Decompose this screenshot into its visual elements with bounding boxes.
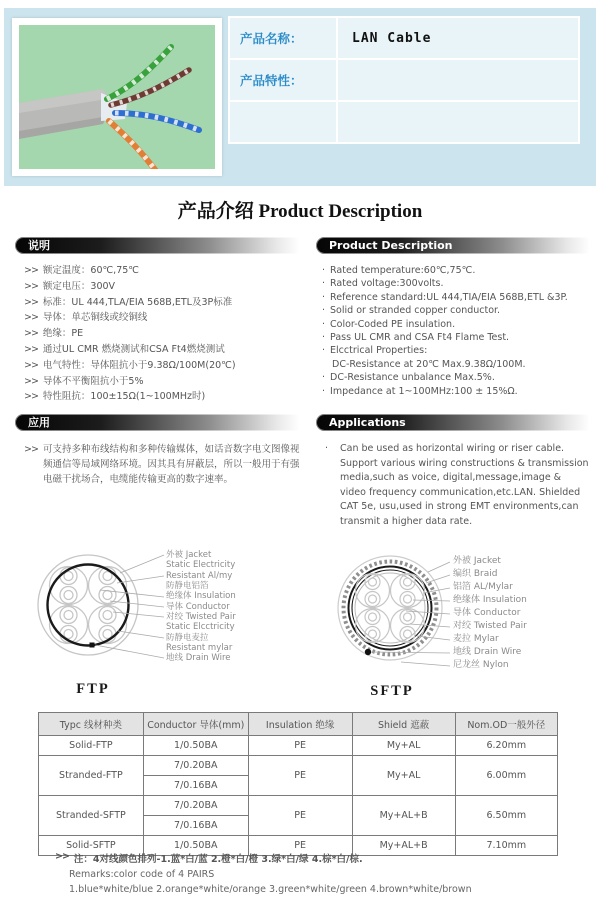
diagram-label: 导体 Conductor <box>166 601 230 612</box>
diagram-label: Static Elcctricity <box>166 622 235 633</box>
cell-shield: My+AL+B <box>352 836 455 856</box>
list-item <box>24 344 300 355</box>
bullet: · <box>322 265 326 276</box>
sftp-labels <box>453 555 593 672</box>
list-item <box>322 387 590 398</box>
list-item <box>24 391 300 402</box>
list-item-continuation <box>322 360 590 371</box>
arrow-prefix: >> <box>24 296 38 308</box>
cell-type: Stranded-FTP <box>39 756 144 796</box>
list-item-text: Solid or stranded copper conductor. <box>330 305 501 317</box>
cell-shield: My+AL+B <box>352 796 455 836</box>
list-item <box>322 279 590 290</box>
bullet: · <box>322 318 326 330</box>
diagram-label: 地线 Drain Wire <box>453 647 522 657</box>
page-title: 产品介绍 Product Description <box>177 201 423 222</box>
empty-label <box>229 101 337 143</box>
diagram-label: Resistant mylar <box>166 643 233 654</box>
cell-od: 6.50mm <box>455 796 557 836</box>
cell-conductor: 7/0.20BA <box>143 756 248 776</box>
arrow-prefix: >> <box>24 391 38 403</box>
diagram-label: 对绞 Twisted Pair <box>453 621 527 631</box>
product-photo <box>12 18 222 176</box>
ftp-caption: FTP <box>76 681 110 697</box>
arrow-prefix: >> <box>24 444 38 455</box>
remarks-line-cn <box>55 851 472 865</box>
diagram-label: 导体 Conductor <box>453 608 521 618</box>
product-info-table <box>228 16 580 144</box>
bullet: · <box>322 345 326 357</box>
remarks <box>55 851 472 895</box>
cell-od: 6.00mm <box>455 756 557 796</box>
diagram-label: Resistant Al/my <box>166 570 233 581</box>
list-item <box>322 333 590 344</box>
cable-photo-illustration <box>19 25 215 169</box>
list-item-text: Reference standard:UL 444,TIA/EIA 568B,ETL &3P. <box>330 291 568 303</box>
section-header-product-description: Product Description <box>316 237 590 254</box>
diagram-label: 对绞 Twisted Pair <box>166 612 236 623</box>
list-item <box>24 312 300 323</box>
list-item-text: DC-Resistance at 20℃ Max.9.38Ω/100M. <box>332 358 526 370</box>
section-product-description <box>316 237 590 400</box>
col-header-conductor: Conductor 导体(mm) <box>143 713 248 736</box>
bullet: · <box>325 443 329 454</box>
cell-conductor: 7/0.16BA <box>143 816 248 836</box>
list-item-text: Rated temperature:60℃,75℃. <box>330 265 476 276</box>
list-item <box>322 293 590 304</box>
list-item-text: Impedance at 1~100MHz:100 ± 15%Ω. <box>330 385 518 397</box>
list-item <box>322 346 590 357</box>
cross-section-diagrams <box>0 545 600 710</box>
ftp-labels <box>166 550 301 664</box>
product-name-value: LAN Cable <box>337 17 579 59</box>
col-header-type: Typc 线材种类 <box>39 713 144 736</box>
section-shuoming <box>15 237 300 407</box>
section-applications <box>316 414 590 529</box>
remarks-color-code: 1.blue*white/blue 2.orange*white/orange 3.green*white/green 4.brown*white/brown <box>69 884 472 895</box>
diagram-label: 防静电麦拉 <box>166 632 209 643</box>
cell-shield: My+AL <box>352 756 455 796</box>
list-item <box>24 328 300 339</box>
product-description-list <box>316 266 590 397</box>
remarks-line-en: Remarks:color code of 4 PAIRS <box>69 869 215 880</box>
arrow-prefix: >> <box>24 312 38 324</box>
list-item <box>24 376 300 387</box>
diagram-label: Static Electricity <box>166 560 236 571</box>
list-item <box>322 266 590 277</box>
cell-insulation: PE <box>248 736 352 756</box>
diagram-label: 外被 Jacket <box>166 550 212 560</box>
list-item-text: 特性阻抗：100±15Ω(1~100MHz时) <box>42 391 206 403</box>
list-item <box>322 306 590 317</box>
list-item-text: Pass UL CMR and CSA Ft4 Flame Test. <box>330 331 510 343</box>
list-item-text: 导体不平衡阻抗小于5% <box>42 375 144 387</box>
col-header-od: Nom.OD一般外径 <box>455 713 557 736</box>
arrow-prefix: >> <box>55 851 69 862</box>
cell-conductor: 1/0.50BA <box>143 736 248 756</box>
cell-type: Stranded-SFTP <box>39 796 144 836</box>
spec-table <box>38 712 558 856</box>
list-item-text: Elcctrical Properties: <box>330 345 428 357</box>
diagram-label: 麦拉 Mylar <box>453 634 499 644</box>
empty-value <box>337 101 579 143</box>
list-item-text: Rated voltage:300volts. <box>330 278 444 290</box>
cell-insulation: PE <box>248 756 352 796</box>
diagram-label: 外被 Jacket <box>453 556 501 566</box>
list-item-text: 额定电压：300V <box>42 280 116 292</box>
diagram-label: 铝箔 AL/Mylar <box>453 582 513 592</box>
bullet: · <box>322 305 326 317</box>
list-item-text: 绝缘：PE <box>42 328 84 340</box>
section-yingyong <box>15 414 300 487</box>
table-row <box>229 17 579 59</box>
arrow-prefix: >> <box>24 375 38 387</box>
cell-od: 7.10mm <box>455 836 557 856</box>
product-feature-label: 产品特性： <box>229 59 337 101</box>
list-item-text: 导体：单芯铜线或绞铜线 <box>42 312 148 324</box>
arrow-prefix: >> <box>24 359 38 371</box>
cell-conductor: 7/0.16BA <box>143 776 248 796</box>
table-row <box>39 796 558 816</box>
cell-type: Solid-FTP <box>39 736 144 756</box>
list-item <box>322 373 590 384</box>
list-item <box>322 320 590 331</box>
shuoming-list <box>15 265 300 402</box>
bullet: · <box>322 331 326 343</box>
table-row <box>229 59 579 101</box>
diagram-label: 尼龙丝 Nylon <box>453 660 509 670</box>
bullet: · <box>322 385 326 397</box>
cell-conductor: 1/0.50BA <box>143 836 248 856</box>
table-header-row <box>39 713 558 736</box>
col-header-insulation: Insulation 绝缘 <box>248 713 352 736</box>
bullet: · <box>322 291 326 303</box>
list-item <box>24 265 300 276</box>
bullet: · <box>322 372 326 384</box>
table-row <box>39 756 558 776</box>
list-item-text: Color-Coded PE insulation. <box>330 318 456 330</box>
list-item-text: 标准：UL 444,TLA/EIA 568B,ETL及3P标准 <box>42 296 233 308</box>
diagram-label: 绝缘体 Insulation <box>166 591 236 602</box>
section-header-shuoming: 说明 <box>15 237 300 254</box>
diagram-label: 编织 Braid <box>453 569 498 579</box>
section-header-applications: Applications <box>316 414 590 431</box>
sftp-caption: SFTP <box>370 683 414 699</box>
arrow-prefix: >> <box>24 343 38 355</box>
cell-od: 6.20mm <box>455 736 557 756</box>
cell-shield: My+AL <box>352 736 455 756</box>
bullet: · <box>322 278 326 290</box>
cell-insulation: PE <box>248 836 352 856</box>
list-item <box>24 281 300 292</box>
yingyong-paragraph <box>15 442 300 487</box>
arrow-prefix: >> <box>24 265 38 276</box>
list-item-text: 额定温度：60℃,75℃ <box>42 265 139 276</box>
list-item <box>24 360 300 371</box>
diagram-label: 地线 Drain Wire <box>166 653 231 664</box>
col-header-shield: Shield 遮蔽 <box>352 713 455 736</box>
section-header-yingyong: 应用 <box>15 414 300 431</box>
table-row <box>39 736 558 756</box>
cell-type: Solid-SFTP <box>39 836 144 856</box>
table-row <box>229 101 579 143</box>
arrow-prefix: >> <box>24 280 38 292</box>
diagram-label: 绝缘体 Insulation <box>453 595 527 605</box>
cell-conductor: 7/0.20BA <box>143 796 248 816</box>
paragraph-text: Can be used as horizontal wiring or riser cable. Support various wiring constructions & transmission media,such as voice, digital,message,image & video frequency communication,etc.LAN. Shielded CAT 5e, usu,used in strong EMT environments,can transmit a higher data rate. <box>340 443 589 527</box>
product-banner <box>4 8 596 186</box>
remarks-text-cn: 注：4对线颜色排列-1.蓝*白/蓝 2.橙*白/橙 3.绿*白/绿 4.棕*白/棕. <box>73 854 363 865</box>
product-name-label: 产品名称： <box>229 17 337 59</box>
product-feature-value <box>337 59 579 101</box>
paragraph-text: 可支持多种布线结构和多种传输媒体，如话音数字电文图像视频通信等局域网络环境。因其具有屏蔽层，所以一般用于有强电磁干扰场合，电缆能传输更高的数字速率。 <box>43 444 300 485</box>
arrow-prefix: >> <box>24 328 38 340</box>
list-item-text: 通过UL CMR 燃烧测试和CSA Ft4燃烧测试 <box>42 343 225 355</box>
list-item-text: DC-Resistance unbalance Max.5%. <box>330 372 495 384</box>
diagram-label: 防静电铝箔 <box>166 581 209 592</box>
applications-paragraph <box>316 442 590 529</box>
list-item-text: 电气特性：导体阻抗小于9.38Ω/100M(20℃) <box>42 359 236 371</box>
cell-insulation: PE <box>248 796 352 836</box>
list-item <box>24 297 300 308</box>
